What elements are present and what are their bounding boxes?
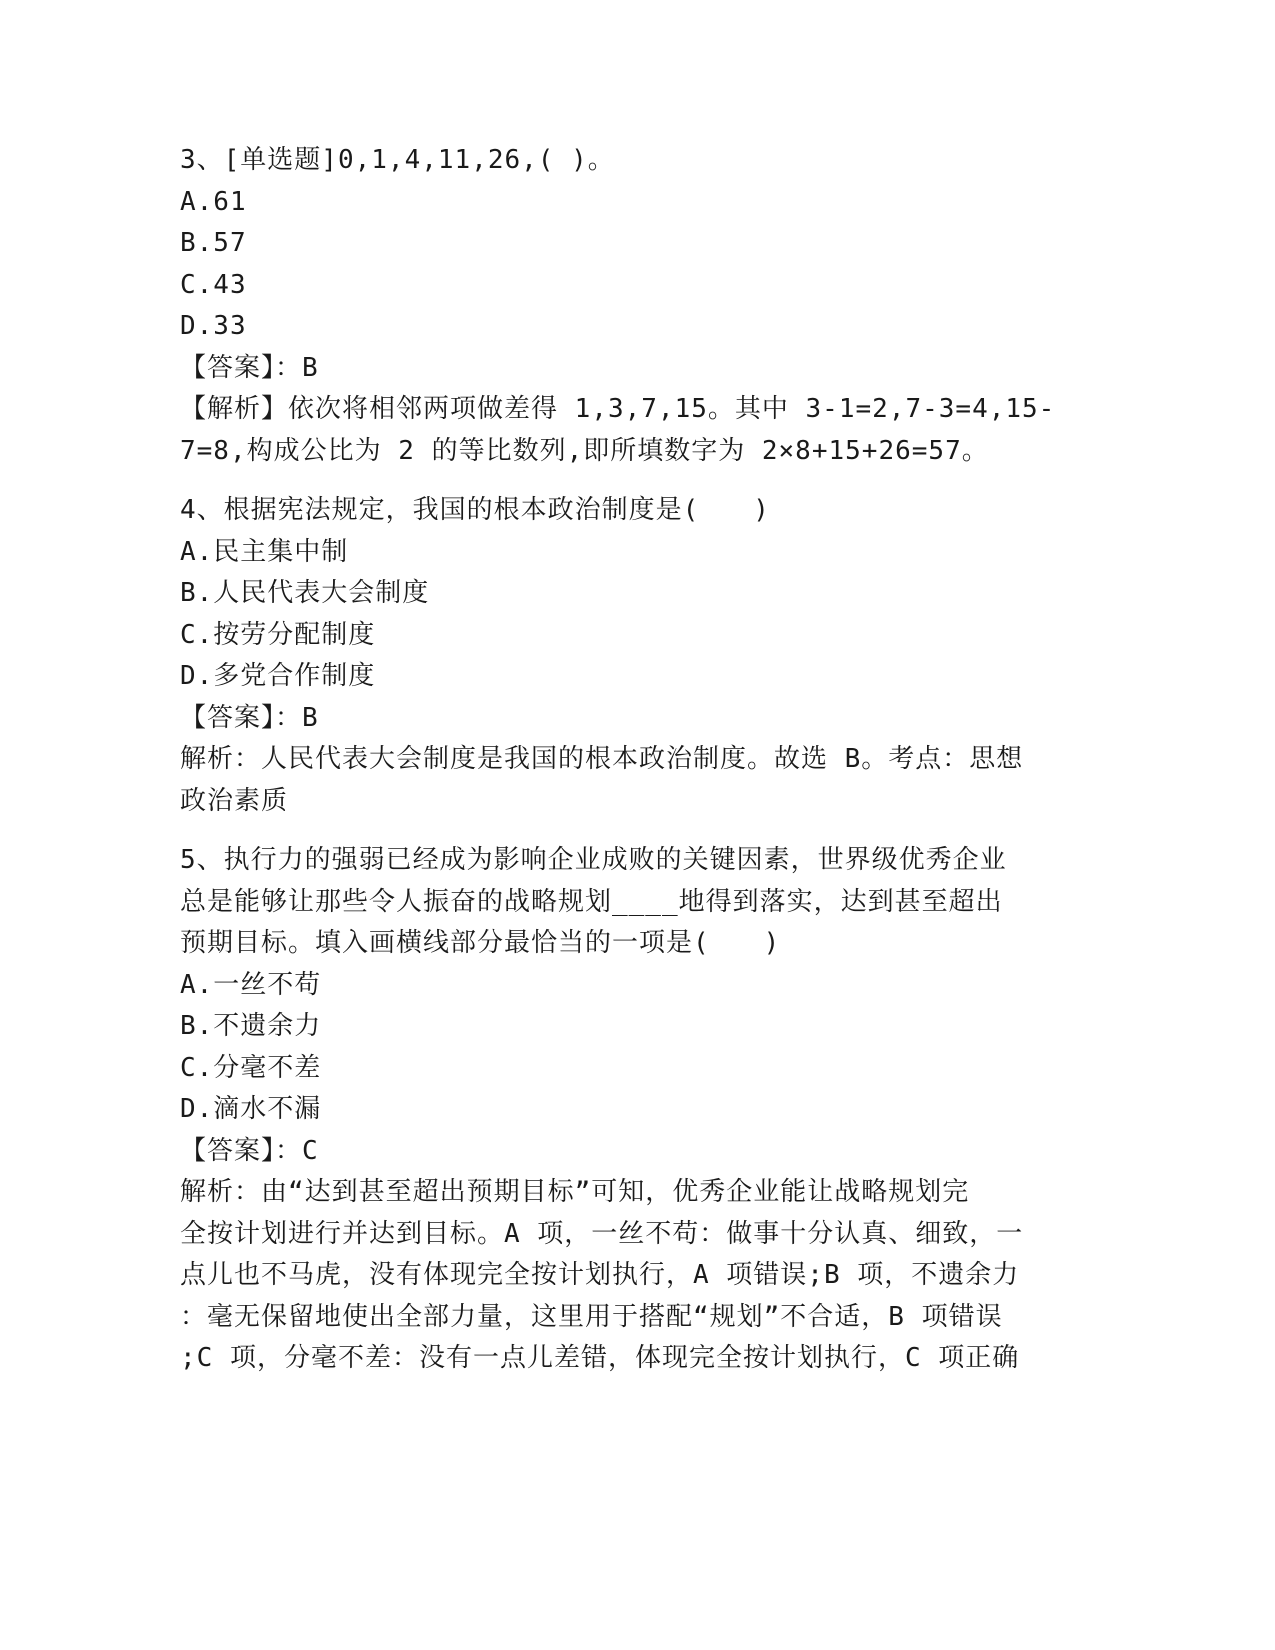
- option-d: D.多党合作制度: [180, 661, 376, 691]
- analysis-line: 全按计划进行并达到目标。A 项，一丝不苟：做事十分认真、细致，一: [180, 1218, 1024, 1249]
- option-b: B.57: [180, 228, 247, 258]
- analysis-line: 解析：人民代表大会制度是我国的根本政治制度。故选 B。考点：思想: [180, 744, 1024, 774]
- question-5: [180, 840, 1060, 1380]
- answer-line: 【答案】：B: [180, 702, 319, 733]
- question-stem: 3、[单选题]0,1,4,11,26,( )。: [180, 145, 615, 175]
- option-b: B.人民代表大会制度: [180, 578, 430, 608]
- analysis-line: 【解析】依次将相邻两项做差得 1,3,7,15。其中 3-1=2,7-3=4,15-: [180, 394, 1056, 424]
- question-3: [180, 140, 1060, 472]
- analysis-line: 解析：由“达到甚至超出预期目标”可知，优秀企业能让战略规划完: [180, 1177, 970, 1207]
- analysis-line: 7=8,构成公比为 2 的等比数列,即所填数字为 2×8+15+26=57。: [180, 435, 989, 466]
- question-stem-line: 预期目标。填入画横线部分最恰当的一项是( ): [180, 928, 781, 958]
- analysis-line: 政治素质: [180, 785, 289, 816]
- analysis-line: 点儿也不马虎，没有体现完全按计划执行，A 项错误;B 项，不遗余力: [180, 1260, 1020, 1290]
- option-a: A.民主集中制: [180, 536, 349, 567]
- question-4: [180, 490, 1060, 822]
- question-stem-line: 5、执行力的强弱已经成为影响企业成败的关键因素，世界级优秀企业: [180, 845, 1007, 875]
- option-c: C.分毫不差: [180, 1052, 322, 1083]
- option-c: C.按劳分配制度: [180, 619, 376, 650]
- question-stem-line: 总是能够让那些令人振奋的战略规划____地得到落实，达到甚至超出: [180, 886, 1003, 917]
- option-a: A.一丝不苟: [180, 969, 322, 1000]
- option-b: B.不遗余力: [180, 1011, 322, 1041]
- question-spacer: [180, 472, 1060, 490]
- document-page: [180, 140, 1060, 1380]
- option-c: C.43: [180, 269, 247, 300]
- question-spacer: [180, 822, 1060, 840]
- option-a: A.61: [180, 186, 247, 217]
- analysis-line: ;C 项，分毫不差：没有一点儿差错，体现完全按计划执行，C 项正确: [180, 1343, 1020, 1373]
- answer-line: 【答案】：B: [180, 352, 319, 383]
- option-d: D.滴水不漏: [180, 1094, 322, 1124]
- answer-line: 【答案】：C: [180, 1135, 319, 1166]
- question-stem: 4、根据宪法规定，我国的根本政治制度是( ): [180, 495, 770, 525]
- analysis-line: ：毫无保留地使出全部力量，这里用于搭配“规划”不合适，B 项错误: [180, 1301, 1003, 1332]
- option-d: D.33: [180, 311, 247, 341]
